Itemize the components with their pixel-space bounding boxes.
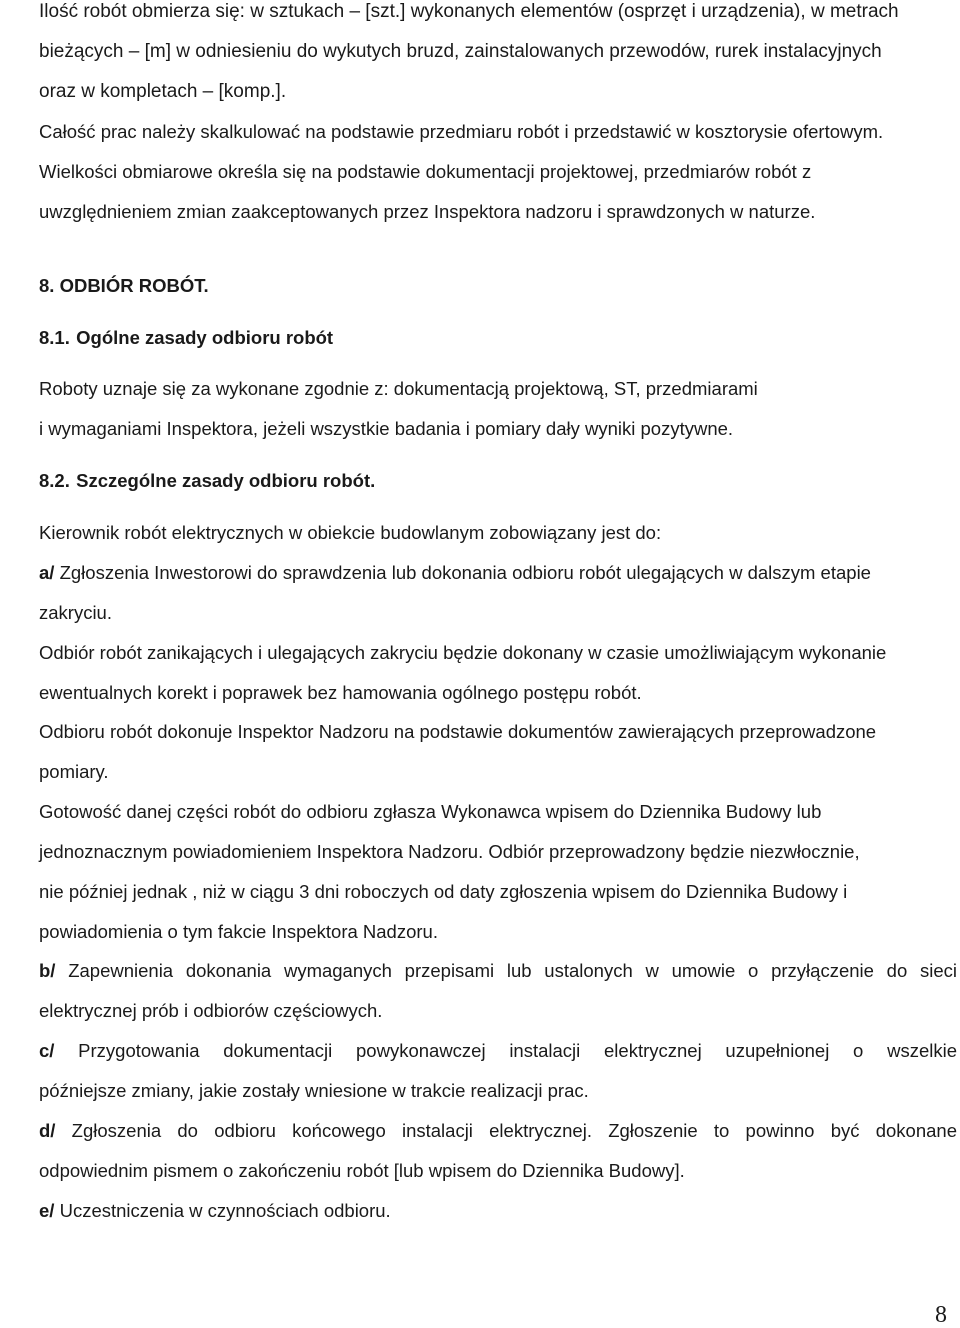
subsection-number: 8.2. xyxy=(39,470,70,491)
paragraph-line: jednoznacznym powiadomieniem Inspektora Nadzoru. Odbiór przeprowadzony będzie niezwłocznie, xyxy=(39,841,860,862)
paragraph-line: bieżących – [m] w odniesieniu do wykutych bruzd, zainstalowanych przewodów, rurek instalacyjnych xyxy=(39,41,882,62)
paragraph-line: Gotowość danej części robót do odbioru zgłasza Wykonawca wpisem do Dziennika Budowy lub xyxy=(39,801,822,822)
list-marker: b/ xyxy=(39,960,56,981)
list-item-b xyxy=(39,959,957,983)
paragraph-line: Odbiór robót zanikających i ulegających zakryciu będzie dokonany w czasie umożliwiającym wykonanie xyxy=(39,642,887,663)
subsection-number: 8.1. xyxy=(39,327,70,348)
paragraph-line: późniejsze zmiany, jakie zostały wniesione w trakcie realizacji prac. xyxy=(39,1080,589,1101)
paragraph-line: zakryciu. xyxy=(39,602,112,623)
list-text: Przygotowania dokumentacji powykonawczej instalacji elektrycznej uzupełnionej o wszelkie xyxy=(54,1040,957,1061)
paragraph-line: pomiary. xyxy=(39,761,109,782)
paragraph-line: Odbioru robót dokonuje Inspektor Nadzoru na podstawie dokumentów zawierających przeprowadzone xyxy=(39,721,877,742)
subsection-title: Ogólne zasady odbioru robót xyxy=(76,327,334,348)
subsection-heading-8-2 xyxy=(39,469,375,493)
list-item-e xyxy=(39,1199,391,1223)
paragraph-line: uwzględnieniem zmian zaakceptowanych przez Inspektora nadzoru i sprawdzonych w naturze. xyxy=(39,201,816,222)
list-marker: a/ xyxy=(39,562,55,583)
paragraph-line: ewentualnych korekt i poprawek bez hamowania ogólnego postępu robót. xyxy=(39,682,642,703)
list-marker: d/ xyxy=(39,1120,56,1141)
subsection-title: Szczególne zasady odbioru robót. xyxy=(76,470,376,491)
page-number: 8 xyxy=(935,1302,947,1328)
list-item-a xyxy=(39,561,871,585)
paragraph-line: Ilość robót obmierza się: w sztukach – [szt.] wykonanych elementów (osprzęt i urządzenia), w metrach xyxy=(39,1,899,22)
list-text: Zapewnienia dokonania wymaganych przepisami lub ustalonych w umowie o przyłączenie do sieci xyxy=(55,960,957,981)
paragraph-line: powiadomienia o tym fakcie Inspektora Nadzoru. xyxy=(39,921,438,942)
list-text: Zgłoszenia do odbioru końcowego instalacji elektrycznej. Zgłoszenie to powinno być dokonane xyxy=(55,1120,957,1141)
paragraph-line: nie później jednak , niż w ciągu 3 dni roboczych od daty zgłoszenia wpisem do Dziennika Budowy i xyxy=(39,881,848,902)
paragraph-line: elektrycznej prób i odbiorów częściowych. xyxy=(39,1000,383,1021)
list-marker: e/ xyxy=(39,1200,55,1221)
paragraph-line: odpowiednim pismem o zakończeniu robót [lub wpisem do Dziennika Budowy]. xyxy=(39,1160,685,1181)
subsection-heading-8-1 xyxy=(39,326,333,350)
paragraph-line: Roboty uznaje się za wykonane zgodnie z: dokumentacją projektową, ST, przedmiarami xyxy=(39,378,758,399)
paragraph-line: oraz w kompletach – [komp.]. xyxy=(39,81,287,102)
list-item-d xyxy=(39,1119,957,1143)
list-text: Uczestniczenia w czynnościach odbioru. xyxy=(54,1200,391,1221)
paragraph-line: Całość prac należy skalkulować na podstawie przedmiaru robót i przedstawić w kosztorysie ofertowym. xyxy=(39,121,884,142)
paragraph-line: Kierownik robót elektrycznych w obiekcie budowlanym zobowiązany jest do: xyxy=(39,522,662,543)
paragraph-line: i wymaganiami Inspektora, jeżeli wszystkie badania i pomiary dały wyniki pozytywne. xyxy=(39,418,734,439)
section-heading-8: 8. ODBIÓR ROBÓT. xyxy=(39,275,209,296)
paragraph-line: Wielkości obmiarowe określa się na podstawie dokumentacji projektowej, przedmiarów robót z xyxy=(39,161,812,182)
list-marker: c/ xyxy=(39,1040,55,1061)
list-item-c xyxy=(39,1039,957,1063)
list-text: Zgłoszenia Inwestorowi do sprawdzenia lub dokonania odbioru robót ulegających w dalszym etapie xyxy=(54,562,871,583)
